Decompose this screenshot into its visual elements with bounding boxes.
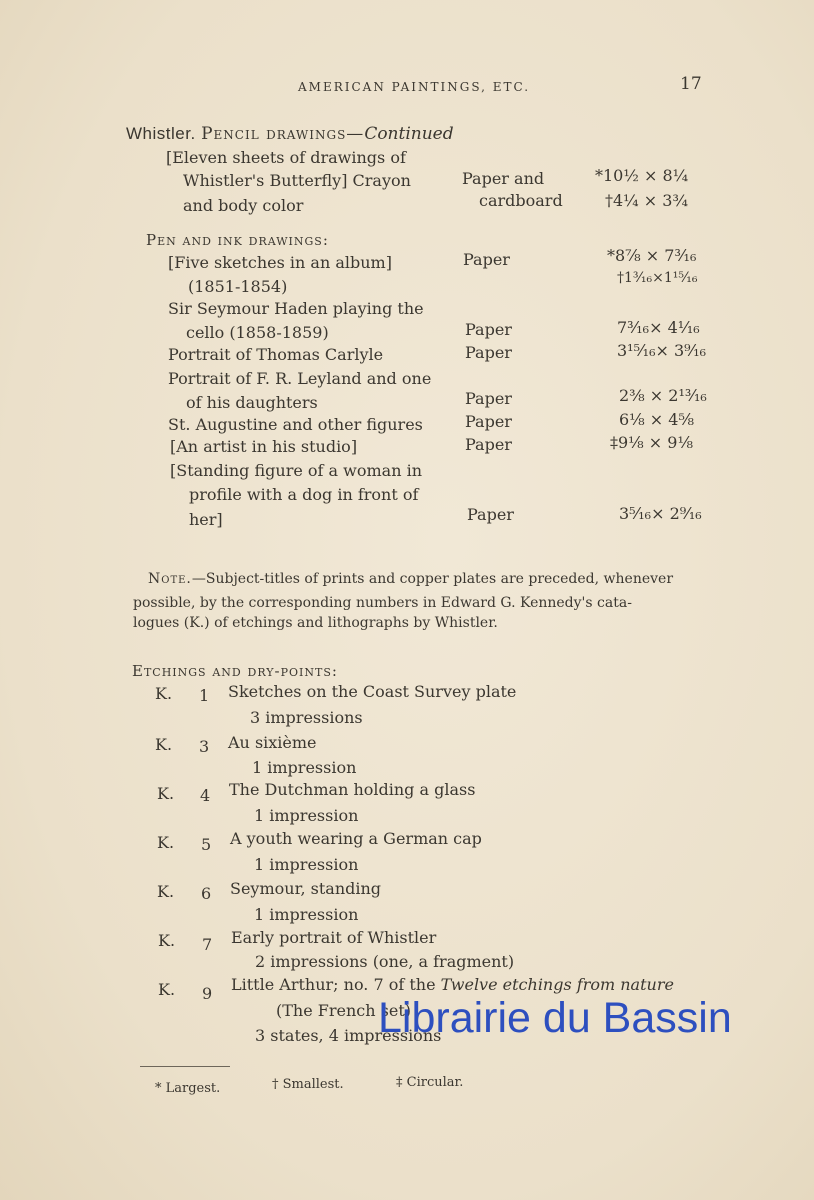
pen-item-medium: Paper (465, 343, 512, 362)
pen-item-dims: ‡9⅛ × 9⅛ (610, 433, 693, 452)
pen-item-dims: 6⅛ × 4⅝ (619, 410, 694, 429)
pen-item-line: Sir Seymour Haden playing the (168, 299, 424, 318)
pen-item-medium: Paper (465, 435, 512, 454)
note-line (148, 568, 673, 590)
pen-item-line: Portrait of F. R. Leyland and one (168, 369, 432, 388)
note-line: possible, by the corresponding numbers in Edward G. Kennedy's cata- (133, 595, 632, 611)
footnote-smallest: † Smallest. (272, 1077, 344, 1092)
pencil-section-title: Pencil drawings— (201, 124, 365, 144)
watermark-text: Librairie du Bassin (378, 994, 732, 1042)
pen-item-line: (1851-1854) (188, 277, 288, 296)
pen-item-line: Portrait of Thomas Carlyle (168, 345, 384, 364)
etching-number: 3 (199, 737, 210, 756)
pen-item-dims: 7³⁄₁₆× 4¹⁄₁₆ (617, 318, 700, 337)
pen-item-dims: 2⅜ × 2¹³⁄₁₆ (619, 386, 707, 405)
pen-item-line: cello (1858-1859) (186, 323, 329, 342)
pencil-dims: *10½ × 8¼ (595, 166, 689, 185)
pen-item-line: [Standing figure of a woman in (170, 461, 423, 480)
etching-title-italic: Twelve etchings from nature (440, 975, 674, 994)
footnote-largest: * Largest. (155, 1081, 221, 1096)
etching-detail: (The French set) (276, 1001, 411, 1020)
pen-item-line: St. Augustine and other figures (168, 415, 423, 434)
pen-item-medium: Paper (465, 412, 512, 431)
etching-title: Sketches on the Coast Survey plate (228, 682, 517, 701)
etching-k: K. (157, 833, 175, 852)
etching-k: K. (155, 735, 173, 754)
continued-label: Continued (364, 124, 454, 144)
etching-number: 5 (201, 835, 212, 854)
pencil-section-heading (126, 124, 454, 144)
pen-item-line: profile with a dog in front of (189, 485, 419, 504)
pen-item-line: [An artist in his studio] (170, 437, 358, 456)
etching-detail: 1 impression (252, 758, 357, 777)
etching-detail: 3 impressions (250, 708, 363, 727)
pen-item-medium: Paper (463, 250, 510, 269)
pen-section-heading: Pen and ink drawings: (146, 231, 329, 249)
footnote-rule (140, 1066, 230, 1067)
pencil-medium: Paper and (462, 169, 545, 188)
etching-detail: 1 impression (254, 806, 359, 825)
pencil-line: [Eleven sheets of drawings of (166, 148, 406, 167)
pen-item-medium: Paper (467, 505, 514, 524)
etching-k: K. (157, 784, 175, 803)
artist-name: Whistler. (126, 124, 196, 143)
etching-detail: 2 impressions (one, a fragment) (255, 952, 515, 971)
pen-item-medium: Paper (465, 389, 512, 408)
etching-detail: 1 impression (254, 905, 359, 924)
note-text: —Subject-titles of prints and copper plates are preceded, whenever (191, 571, 674, 587)
etching-title (231, 975, 674, 994)
etching-k: K. (158, 931, 176, 950)
etching-detail: 3 states, 4 impressions (255, 1026, 442, 1045)
etching-detail: 1 impression (254, 855, 359, 874)
etching-title: Seymour, standing (230, 879, 382, 898)
pen-item-dims: †1³⁄₁₆×1¹⁵⁄₁₆ (617, 270, 698, 286)
etching-number: 4 (200, 786, 211, 805)
pencil-medium: cardboard (479, 191, 563, 210)
running-header: AMERICAN PAINTINGS, ETC. (298, 80, 531, 94)
etching-number: 9 (202, 984, 213, 1003)
etching-k: K. (155, 684, 173, 703)
etching-k: K. (158, 980, 176, 999)
pencil-dims: †4¼ × 3¾ (605, 191, 688, 210)
pen-item-line: [Five sketches in an album] (168, 253, 392, 272)
etchings-section-heading: Etchings and dry-points: (132, 662, 338, 680)
pen-item-dims: *8⅞ × 7³⁄₁₆ (607, 246, 697, 265)
note-label: Note. (148, 571, 192, 587)
pencil-line: Whistler's Butterfly] Crayon (183, 171, 411, 190)
note-line: logues (K.) of etchings and lithographs by Whistler. (133, 615, 498, 631)
etching-number: 1 (199, 686, 210, 705)
etching-title: A youth wearing a German cap (230, 829, 482, 848)
etching-k: K. (157, 882, 175, 901)
etching-title: The Dutchman holding a glass (229, 780, 476, 799)
page-number: 17 (680, 74, 702, 94)
pen-item-dims: 3¹⁵⁄₁₆× 3⁹⁄₁₆ (617, 341, 707, 360)
pen-item-line: of his daughters (186, 393, 318, 412)
pencil-line: and body color (183, 196, 304, 215)
footnote-circular: ‡ Circular. (396, 1075, 464, 1090)
pen-item-medium: Paper (465, 320, 512, 339)
etching-title: Early portrait of Whistler (231, 928, 437, 947)
etching-number: 6 (201, 884, 212, 903)
etching-title-text: Little Arthur; no. 7 of the (231, 975, 441, 994)
etching-number: 7 (202, 935, 213, 954)
etching-title: Au sixième (228, 733, 317, 752)
pen-item-dims: 3⁵⁄₁₆× 2⁹⁄₁₆ (619, 504, 702, 523)
pen-item-line: her] (189, 510, 223, 529)
